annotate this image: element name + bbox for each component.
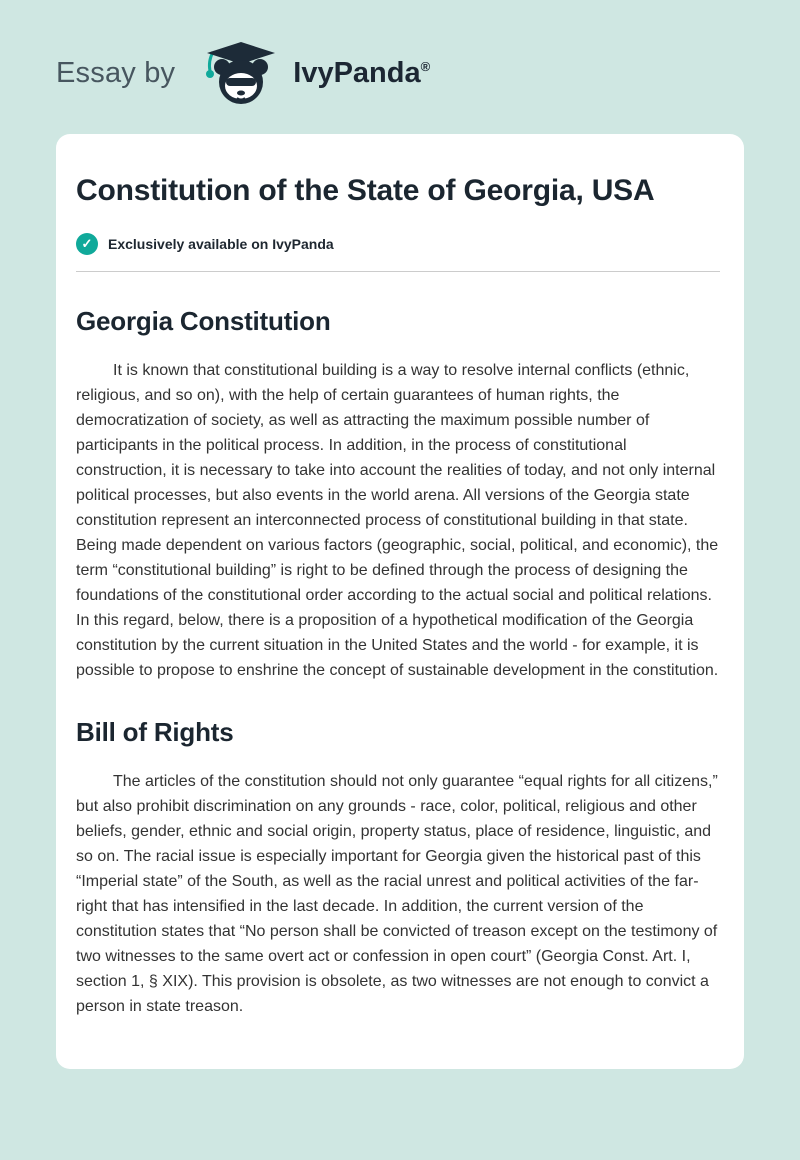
exclusive-badge-label: Exclusively available on IvyPanda	[108, 236, 334, 252]
section-paragraph-bill-of-rights: The articles of the constitution should not only guarantee “equal rights for all citizens,” but also prohibit discrimination on any grounds - race, color, political, religious and other beliefs, gender, ethnic and social origin, property status, place of residence, linguistic, and so on. The racial issue is especially important for Georgia given the historical past of this “Imperial state” of the South, as well as the racial unrest and political activities of the far-right that has intensified in the last decade. In addition, the current version of the constitution states that “No person shall be convicted of treason except on the testimony of two witnesses to the same overt act or confession in open court” (Georgia Const. Art. I, section 1, § XIX). This provision is obsolete, as two witnesses are not enough to convict a person in state treason.	[76, 773, 718, 1015]
section-paragraph-georgia-constitution: It is known that constitutional building is a way to resolve internal conflicts (ethnic, religious, and so on), with the help of certain guarantees of human rights, the democratization of society, as well as attracting the maximum possible number of participants in the political process. In addition, in the process of constitutional construction, it is necessary to take into account the realities of today, and not only internal political processes, but also events in the world arena. All versions of the Georgia state constitution represent an interconnected process of constitutional building in that state. Being made dependent on various factors (geographic, social, political, and economic), the term “constitutional building” is right to be defined through the process of designing the foundations of the constitutional order according to the actual social and political relations. In this regard, below, there is a proposition of a hypothetical modification of the Georgia constitution by the current situation in the United States and the world - for example, it is possible to propose to enshrine the concept of sustainable development in the constitution.	[76, 362, 719, 679]
check-icon: ✓	[76, 233, 98, 255]
page-header	[0, 0, 800, 106]
exclusive-badge	[76, 233, 720, 255]
article-card	[56, 134, 744, 1069]
brand-name[interactable]	[293, 57, 430, 90]
section-heading-bill-of-rights: Bill of Rights	[76, 717, 234, 747]
article-title: Constitution of the State of Georgia, USA	[76, 174, 655, 207]
brand-name-text: IvyPanda	[293, 56, 421, 89]
essay-by-text: Essay by	[56, 56, 176, 89]
ivypanda-logo-icon[interactable]	[195, 40, 279, 106]
divider	[76, 271, 720, 272]
registered-mark: ®	[420, 58, 431, 74]
section-heading-georgia-constitution: Georgia Constitution	[76, 306, 331, 336]
